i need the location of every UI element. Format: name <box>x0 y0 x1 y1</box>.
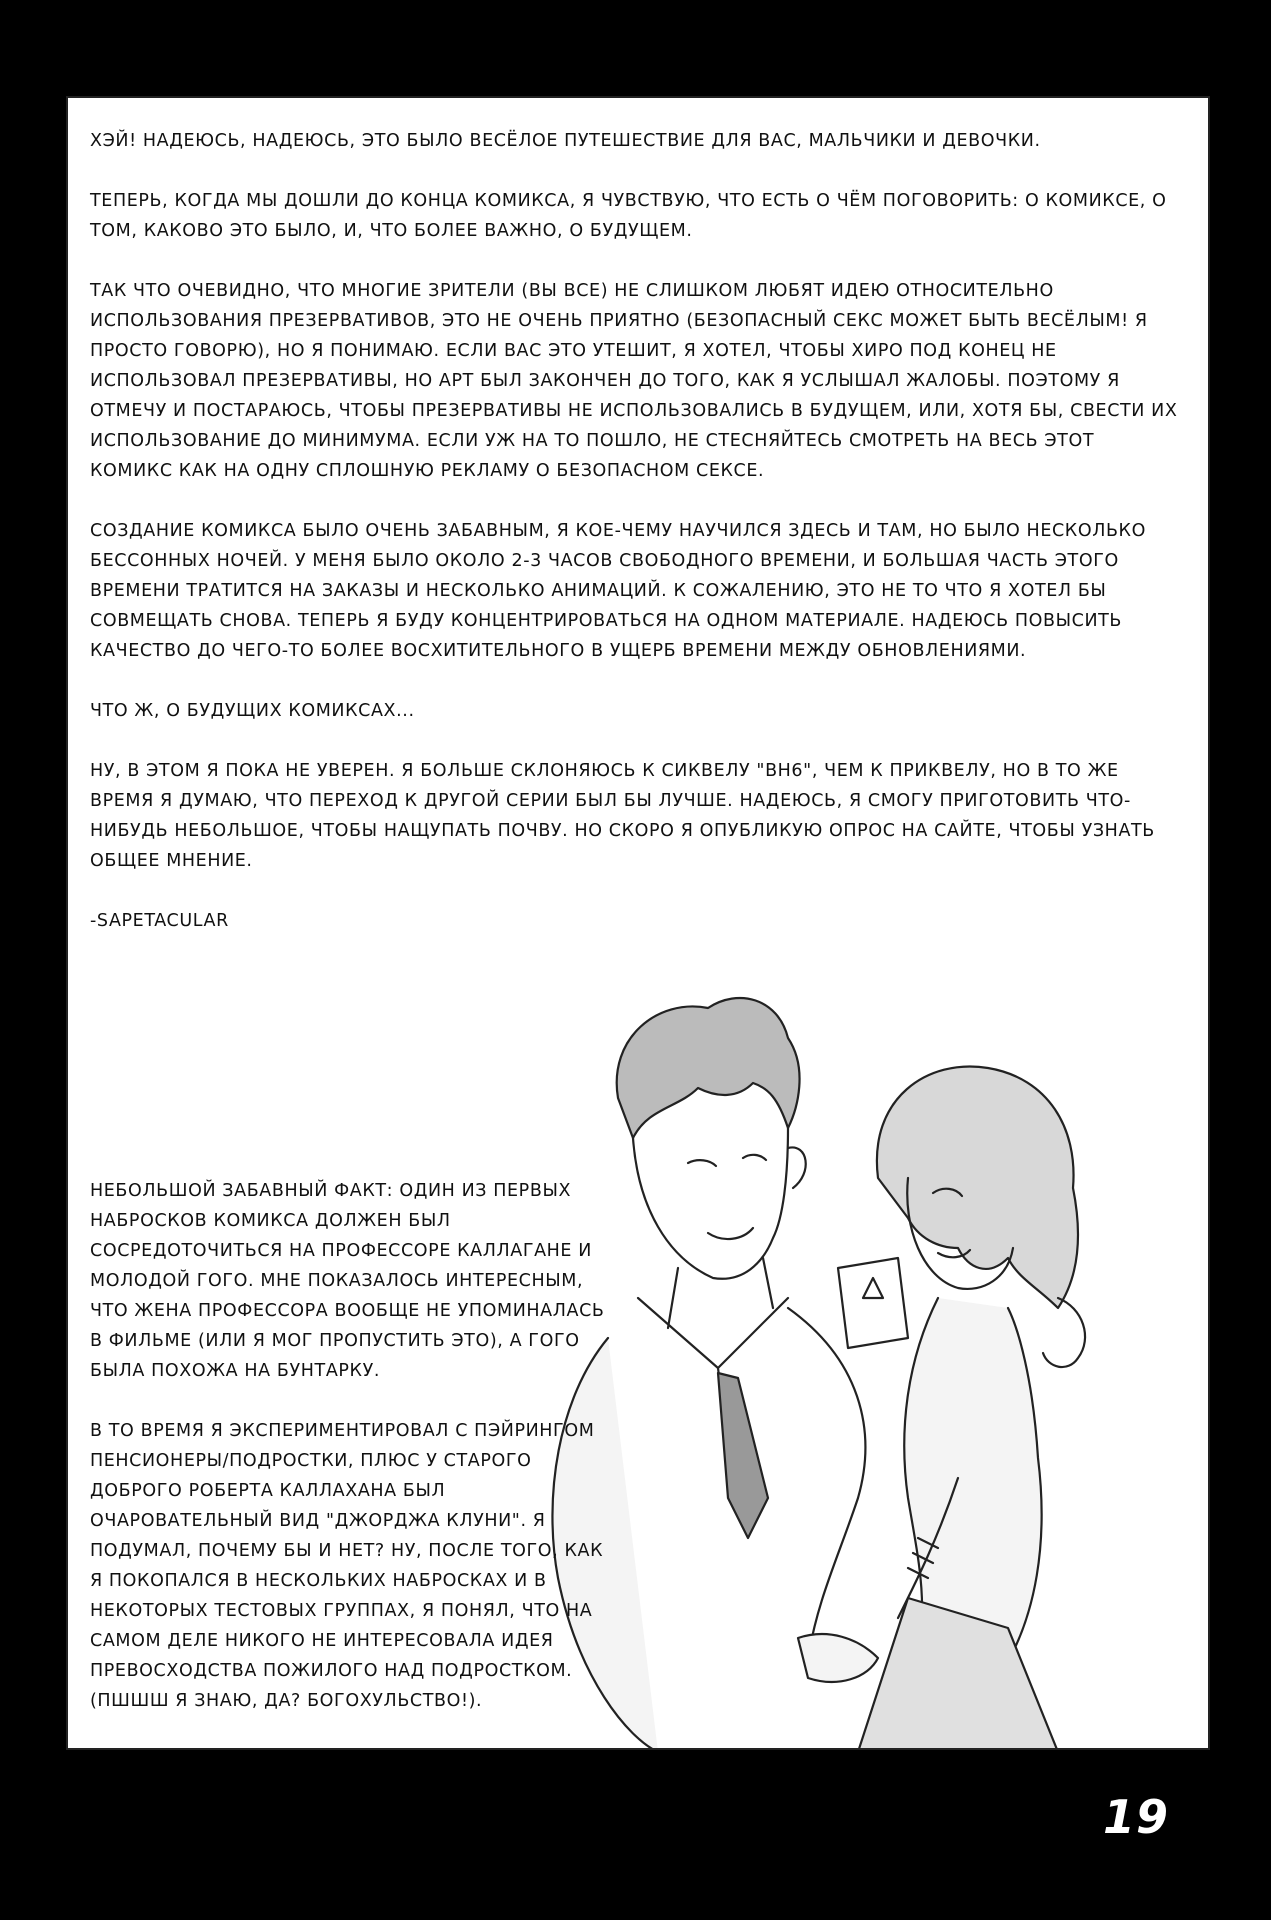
man-smile <box>708 1228 753 1239</box>
man-arm <box>788 1308 865 1658</box>
man-ear <box>788 1147 806 1188</box>
man-eye-left <box>688 1160 716 1166</box>
page-number: 19 <box>1102 1790 1169 1844</box>
author-signature: -SAPETACULAR <box>90 911 229 931</box>
woman-skirt <box>858 1598 1058 1750</box>
letter-paragraph-6: НУ, В ЭТОМ Я ПОКА НЕ УВЕРЕН. Я БОЛЬШЕ СКЛОНЯЮСЬ К СИКВЕЛУ "BH6", ЧЕМ К ПРИКВЕЛУ, НО В ТО ЖЕ ВРЕМЯ Я ДУМАЮ, ЧТО ПЕРЕХОД К ДРУГОЙ СЕРИИ БЫЛ БЫ ЛУЧШЕ. НАДЕЮСЬ, Я СМОГУ ПРИГОТОВИТЬ ЧТО-НИБУДЬ НЕБОЛЬШОЕ, ЧТОБЫ НАЩУПАТЬ ПОЧВУ. НО СКОРО Я ОПУБЛИКУЮ ОПРОС НА САЙТЕ, ЧТОБЫ УЗНАТЬ ОБЩЕЕ МНЕНИЕ. <box>90 761 1155 871</box>
sketch-illustration <box>538 978 1210 1750</box>
fun-fact-block <box>90 1176 610 1746</box>
woman-ponytail <box>1043 1298 1085 1367</box>
text-panel <box>66 96 1210 1750</box>
letter-paragraph-1: ХЭЙ! НАДЕЮСЬ, НАДЕЮСЬ, ЭТО БЫЛО ВЕСЁЛОЕ ПУТЕШЕСТВИЕ ДЛЯ ВАС, МАЛЬЧИКИ И ДЕВОЧКИ. <box>90 131 1041 151</box>
hands <box>798 1634 878 1682</box>
man-hair <box>617 998 800 1138</box>
fun-fact-paragraph-2: В ТО ВРЕМЯ Я ЭКСПЕРИМЕНТИРОВАЛ С ПЭЙРИНГОМ ПЕНСИОНЕРЫ/ПОДРОСТКИ, ПЛЮС У СТАРОГО ДОБРОГО РОБЕРТА КАЛЛАХАНА БЫЛ ОЧАРОВАТЕЛЬНЫЙ ВИД "ДЖОРДЖА КЛУНИ". Я ПОДУМАЛ, ПОЧЕМУ БЫ И НЕТ? НУ, ПОСЛЕ ТОГО, КАК Я ПОКОПАЛСЯ В НЕСКОЛЬКИХ НАБРОСКАХ И В НЕКОТОРЫХ ТЕСТОВЫХ ГРУППАХ, Я ПОНЯЛ, ЧТО НА САМОМ ДЕЛЕ НИКОГО НЕ ИНТЕРЕСОВАЛА ИДЕЯ ПРЕВОСХОДСТВА ПОЖИЛОГО НАД ПОДРОСТКОМ. (ПШШШ Я ЗНАЮ, ДА? БОГОХУЛЬСТВО!). <box>90 1421 604 1711</box>
man-face <box>633 1128 788 1279</box>
author-letter <box>90 126 1182 966</box>
letter-paragraph-3: ТАК ЧТО ОЧЕВИДНО, ЧТО МНОГИЕ ЗРИТЕЛИ (ВЫ ВСЕ) НЕ СЛИШКОМ ЛЮБЯТ ИДЕЮ ОТНОСИТЕЛЬНО ИСПОЛЬЗОВАНИЯ ПРЕЗЕРВАТИВОВ, ЭТО НЕ ОЧЕНЬ ПРИЯТНО (БЕЗОПАСНЫЙ СЕКС МОЖЕТ БЫТЬ ВЕСЁЛЫМ! Я ПРОСТО ГОВОРЮ), НО Я ПОНИМАЮ. ЕСЛИ ВАС ЭТО УТЕШИТ, Я ХОТЕЛ, ЧТОБЫ ХИРО ПОД КОНЕЦ НЕ ИСПОЛЬЗОВАЛ ПРЕЗЕРВАТИВЫ, НО АРТ БЫЛ ЗАКОНЧЕН ДО ТОГО, КАК Я УСЛЫШАЛ ЖАЛОБЫ. ПОЭТОМУ Я ОТМЕЧУ И ПОСТАРАЮСЬ, ЧТОБЫ ПРЕЗЕРВАТИВЫ НЕ ИСПОЛЬЗОВАЛИСЬ В БУДУЩЕМ, ИЛИ, ХОТЯ БЫ, СВЕСТИ ИХ ИСПОЛЬЗОВАНИЕ ДО МИНИМУМА. ЕСЛИ УЖ НА ТО ПОШЛО, НЕ СТЕСНЯЙТЕСЬ СМОТРЕТЬ НА ВЕСЬ ЭТОТ КОМИКС КАК НА ОДНУ СПЛОШНУЮ РЕКЛАМУ О БЕЗОПАСНОМ СЕКСЕ. <box>90 281 1178 481</box>
letter-paragraph-4: СОЗДАНИЕ КОМИКСА БЫЛО ОЧЕНЬ ЗАБАВНЫМ, Я КОЕ-ЧЕМУ НАУЧИЛСЯ ЗДЕСЬ И ТАМ, НО БЫЛО НЕСКОЛЬКО БЕССОННЫХ НОЧЕЙ. У МЕНЯ БЫЛО ОКОЛО 2-3 ЧАСОВ СВОБОДНОГО ВРЕМЕНИ, И БОЛЬШАЯ ЧАСТЬ ЭТОГО ВРЕМЕНИ ТРАТИТСЯ НА ЗАКАЗЫ И НЕСКОЛЬКО АНИМАЦИЙ. К СОЖАЛЕНИЮ, ЭТО НЕ ТО ЧТО Я ХОТЕЛ БЫ СОВМЕЩАТЬ СНОВА. ТЕПЕРЬ Я БУДУ КОНЦЕНТРИРОВАТЬСЯ НА ОДНОМ МАТЕРИАЛЕ. НАДЕЮСЬ ПОВЫСИТЬ КАЧЕСТВО ДО ЧЕГО-ТО БОЛЕЕ ВОСХИТИТЕЛЬНОГО В УЩЕРБ ВРЕМЕНИ МЕЖДУ ОБНОВЛЕНИЯМИ. <box>90 521 1146 661</box>
man-tie <box>718 1373 768 1538</box>
letter-paragraph-2: ТЕПЕРЬ, КОГДА МЫ ДОШЛИ ДО КОНЦА КОМИКСА, Я ЧУВСТВУЮ, ЧТО ЕСТЬ О ЧЁМ ПОГОВОРИТЬ: О КОМИКСЕ, О ТОМ, КАКОВО ЭТО БЫЛО, И, ЧТО БОЛЕЕ ВАЖНО, О БУДУЩЕМ. <box>90 191 1167 241</box>
mug <box>838 1258 908 1348</box>
man-eye-right <box>743 1155 766 1160</box>
letter-paragraph-5: ЧТО Ж, О БУДУЩИХ КОМИКСАХ... <box>90 701 415 721</box>
man-neck <box>668 1258 773 1328</box>
fun-fact-paragraph-1: НЕБОЛЬШОЙ ЗАБАВНЫЙ ФАКТ: ОДИН ИЗ ПЕРВЫХ НАБРОСКОВ КОМИКСА ДОЛЖЕН БЫЛ СОСРЕДОТОЧИТЬСЯ НА ПРОФЕССОРЕ КАЛЛАГАНЕ И МОЛОДОЙ ГОГО. МНЕ ПОКАЗАЛОСЬ ИНТЕРЕСНЫМ, ЧТО ЖЕНА ПРОФЕССОРА ВООБЩЕ НЕ УПОМИНАЛАСЬ В ФИЛЬМЕ (ИЛИ Я МОГ ПРОПУСТИТЬ ЭТО), А ГОГО БЫЛА ПОХОЖА НА БУНТАРКУ. <box>90 1181 605 1381</box>
man-collar <box>638 1298 788 1448</box>
